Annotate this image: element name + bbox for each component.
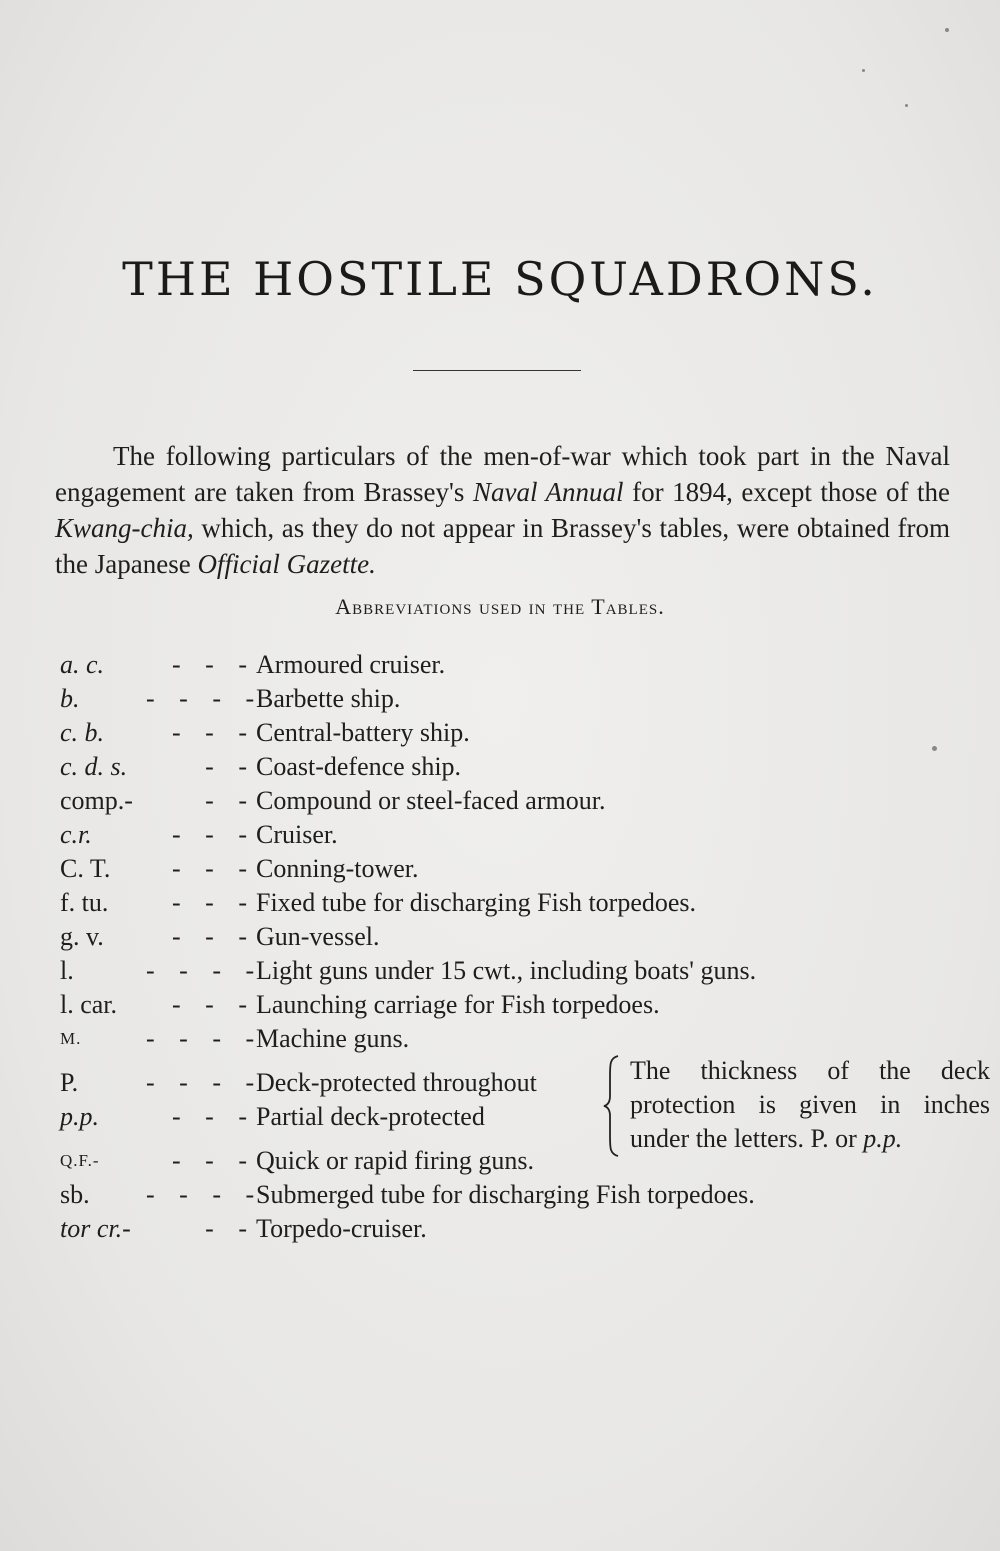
leader-dashes: - - - - [146, 1068, 264, 1097]
deck-note-line-2: protection is given in inches [630, 1090, 990, 1119]
paper-speck [932, 746, 937, 751]
abbreviation-definition: Machine guns. [256, 1024, 410, 1053]
abbreviation-code: g. v. [60, 922, 104, 951]
abbreviation-definition: Central-battery ship. [256, 718, 470, 747]
abbreviation-row [60, 784, 980, 818]
abbreviation-definition: Conning-tower. [256, 854, 419, 883]
leader-dashes: - - - [172, 1146, 256, 1175]
abbreviation-code: P. [60, 1068, 79, 1097]
abbreviation-code: C. T. [60, 854, 111, 883]
abbreviations-heading: Abbreviations used in the Tables. [335, 594, 665, 619]
abbreviation-code: Q.F.- [60, 1151, 100, 1170]
abbreviation-definition: Quick or rapid firing guns. [256, 1146, 535, 1175]
paper-speck [905, 104, 908, 107]
leader-dashes: - - [205, 1214, 256, 1243]
leader-dashes: - - - [172, 820, 256, 849]
deck-note-text [630, 1054, 990, 1156]
intro-part3: which, as they do not appear in Brassey's tables, were obtained from the Japanese [55, 513, 950, 579]
deck-note-line-3 [630, 1122, 990, 1156]
abbreviation-row [60, 648, 980, 682]
curly-brace-icon [602, 1054, 622, 1158]
abbreviation-definition: Torpedo-cruiser. [256, 1214, 427, 1243]
deck-note-pp: p.p. [863, 1124, 903, 1153]
abbreviation-row [60, 818, 980, 852]
abbreviation-definition: Partial deck-protected [256, 1102, 485, 1131]
intro-text [55, 438, 950, 582]
abbreviation-code: l. [60, 956, 74, 985]
abbreviation-definition: Light guns under 15 cwt., including boats' guns. [256, 956, 757, 985]
abbreviation-code: tor cr.- [60, 1214, 131, 1243]
leader-dashes: - - - [172, 650, 256, 679]
abbreviation-code: a. c. [60, 650, 105, 679]
leader-dashes: - - - [172, 718, 256, 747]
leader-dashes: - - [205, 752, 256, 781]
leader-dashes: - - - [172, 888, 256, 917]
title-rule [413, 370, 581, 371]
abbreviation-row [60, 954, 980, 988]
abbreviation-row [60, 1212, 980, 1246]
intro-part2: for 1894, except those of the [623, 477, 950, 507]
abbreviation-row [60, 716, 980, 750]
leader-dashes: - - [205, 786, 256, 815]
leader-dashes: - - - [172, 922, 256, 951]
leader-dashes: - - - [172, 1102, 256, 1131]
abbreviation-row [60, 750, 980, 784]
leader-dashes: - - - - [146, 1024, 264, 1053]
abbreviation-code: M. [60, 1029, 82, 1048]
leader-dashes: - - - [172, 990, 256, 1019]
abbreviation-code: p.p. [60, 1102, 99, 1131]
abbreviation-definition: Fixed tube for discharging Fish torpedoes. [256, 888, 697, 917]
official-gazette-title: Official Gazette. [197, 549, 376, 579]
abbreviation-code: sb. [60, 1180, 90, 1209]
abbreviation-definition: Coast-defence ship. [256, 752, 462, 781]
page-title: THE HOSTILE SQUADRONS. [122, 252, 878, 306]
abbreviation-row [60, 1178, 980, 1212]
abbreviation-code: c. d. s. [60, 752, 128, 781]
abbreviation-row [60, 1022, 980, 1056]
naval-annual-title: Naval Annual [472, 477, 624, 507]
leader-dashes: - - - - [146, 684, 264, 713]
abbreviation-row [60, 920, 980, 954]
abbreviation-definition: Launching carriage for Fish torpedoes. [256, 990, 660, 1019]
paper-speck [862, 69, 865, 72]
abbreviation-row [60, 852, 980, 886]
abbreviation-definition: Armoured cruiser. [256, 650, 446, 679]
abbreviation-code: comp.- [60, 786, 133, 815]
deck-note-line-3-text: under the letters. P. or [630, 1124, 864, 1153]
abbreviation-definition: Submerged tube for discharging Fish torpedoes. [256, 1180, 755, 1209]
abbreviation-code: b. [60, 684, 80, 713]
deck-note-line-1: The thickness of the deck [630, 1056, 990, 1085]
intro-part1: The following particulars of the men-of-war which took part in the Naval engagement are taken from Brassey's [55, 441, 950, 507]
leader-dashes: - - - - [146, 956, 264, 985]
intro-paragraph [55, 438, 950, 582]
abbreviation-code: c. b. [60, 718, 105, 747]
leader-dashes: - - - - [146, 1180, 264, 1209]
abbreviation-code: l. car. [60, 990, 118, 1019]
abbreviation-code: c.r. [60, 820, 92, 849]
abbreviation-code: f. tu. [60, 888, 109, 917]
abbreviation-definition: Cruiser. [256, 820, 338, 849]
abbreviations-list [60, 648, 990, 1246]
abbreviation-row [60, 886, 980, 920]
kwang-chia-name: Kwang-chia, [55, 513, 194, 543]
paper-speck [945, 28, 949, 32]
abbreviation-definition: Deck-protected throughout [256, 1068, 537, 1097]
abbreviation-definition: Compound or steel-faced armour. [256, 786, 606, 815]
abbreviation-definition: Gun-vessel. [256, 922, 380, 951]
abbreviation-definition: Barbette ship. [256, 684, 401, 713]
abbreviation-row [60, 988, 980, 1022]
deck-protection-note [602, 1054, 1000, 1158]
leader-dashes: - - - [172, 854, 256, 883]
abbreviation-row [60, 682, 980, 716]
